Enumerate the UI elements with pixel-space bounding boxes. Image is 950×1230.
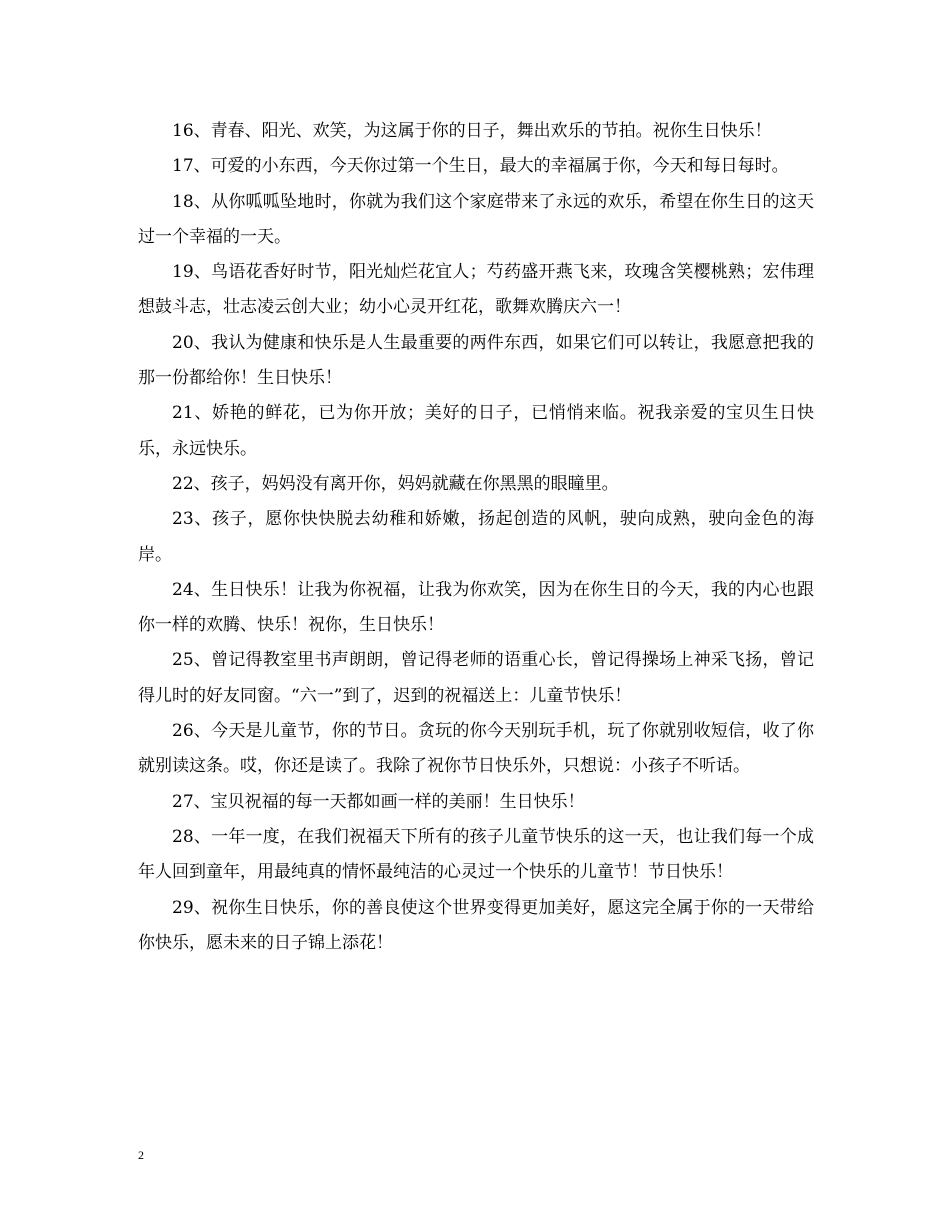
paragraph-19: 19、鸟语花香好时节，阳光灿烂花宜人；芍药盛开燕飞来，玫瑰含笑樱桃熟；宏伟理想鼓斗志，壮志凌云创大业；幼小心灵开红花，歌舞欢腾庆六一！ [138,262,814,318]
paragraph-27: 27、宝贝祝福的每一天都如画一样的美丽！生日快乐！ [172,791,585,812]
document-body [138,114,814,961]
paragraph-22: 22、孩子，妈妈没有离开你，妈妈就藏在你黑黑的眼瞳里。 [172,473,619,494]
paragraph-26: 26、今天是儿童节，你的节日。贪玩的你今天别玩手机，玩了你就别收短信，收了你就别读这条。哎，你还是读了。我除了祝你节日快乐外，只想说：小孩子不听话。 [138,721,814,777]
paragraph-20: 20、我认为健康和快乐是人生最重要的两件东西，如果它们可以转让，我愿意把我的那一份都给你！生日快乐！ [138,332,814,389]
page-number: 2 [138,1148,144,1162]
paragraph-24: 24、生日快乐！让我为你祝福，让我为你欢笑，因为在你生日的今天，我的内心也跟你一样的欢腾、快乐！祝你，生日快乐！ [138,579,814,636]
paragraph-25: 25、曾记得教室里书声朗朗，曾记得老师的语重心长，曾记得操场上神采飞扬，曾记得儿时的好友同窗。“六一”到了，迟到的祝福送上：儿童节快乐！ [138,650,814,706]
paragraph-18: 18、从你呱呱坠地时，你就为我们这个家庭带来了永远的欢乐，希望在你生日的这天过一个幸福的一天。 [138,191,814,247]
paragraph-29: 29、祝你生日快乐，你的善良使这个世界变得更加美好，愿这完全属于你的一天带给你快乐，愿未来的日子锦上添花！ [138,897,814,953]
paragraph-23: 23、孩子，愿你快快脱去幼稚和娇嫩，扬起创造的风帆，驶向成熟，驶向金色的海岸。 [138,509,814,565]
paragraph-17: 17、可爱的小东西，今天你过第一个生日，最大的幸福属于你，今天和每日每时。 [172,156,789,177]
paragraph-28: 28、一年一度，在我们祝福天下所有的孩子儿童节快乐的这一天，也让我们每一个成年人回到童年，用最纯真的情怀最纯洁的心灵过一个快乐的儿童节！节日快乐！ [138,826,814,883]
paragraph-16: 16、青春、阳光、欢笑，为这属于你的日子，舞出欢乐的节拍。祝你生日快乐！ [172,121,772,141]
paragraph-21: 21、娇艳的鲜花，已为你开放；美好的日子，已悄悄来临。祝我亲爱的宝贝生日快乐，永远快乐。 [138,403,814,459]
